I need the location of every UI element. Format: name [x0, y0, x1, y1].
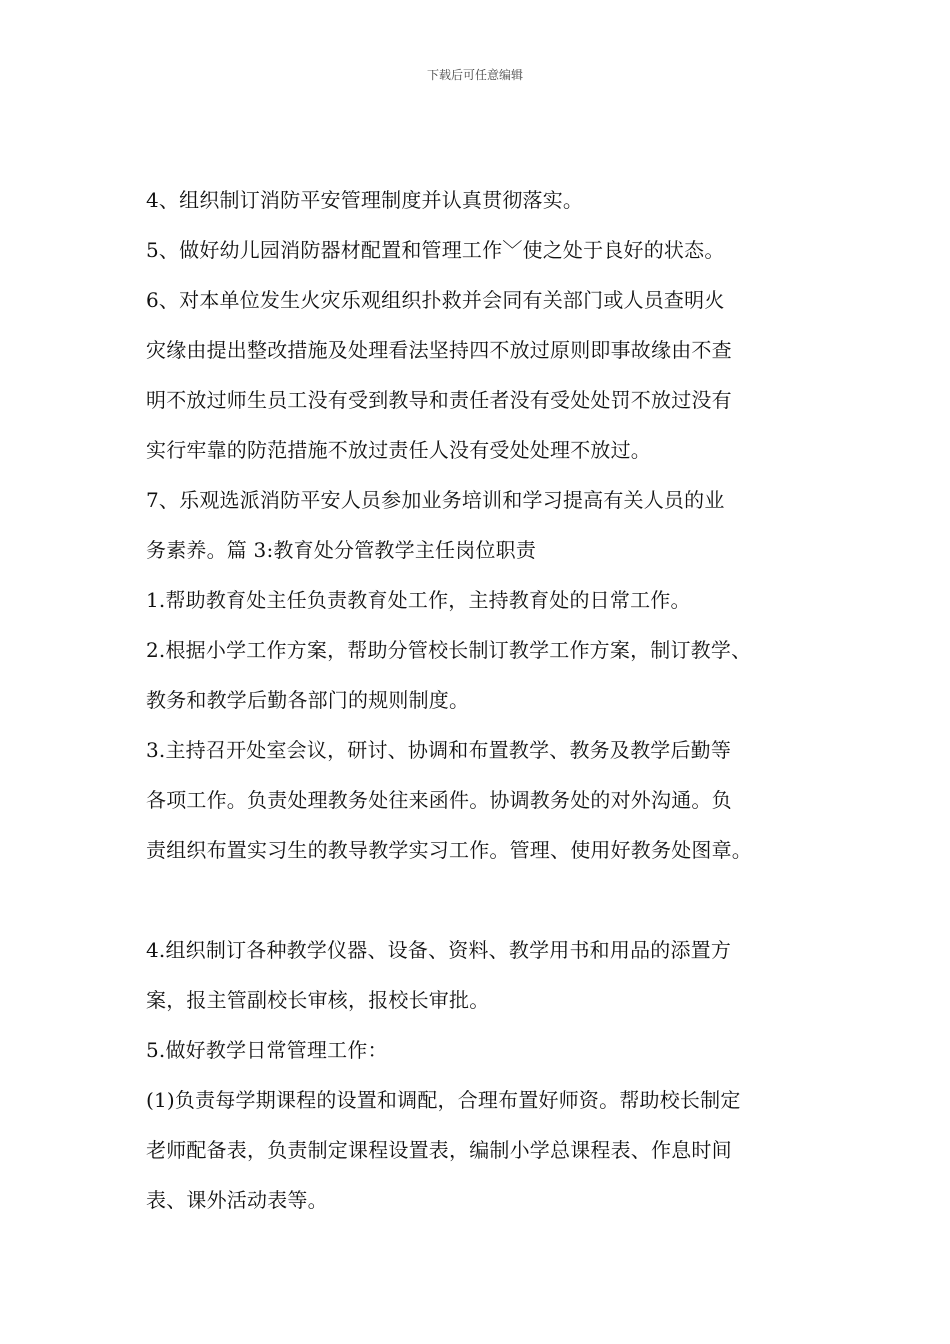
paragraph-line: (1)负责每学期课程的设置和调配，合理布置好师资。帮助校长制定: [146, 1088, 741, 1112]
paragraph-line: 6、对本单位发生火灾乐观组织扑救并会同有关部门或人员查明火: [146, 288, 725, 312]
paragraph-line: 务素养。篇 3:教育处分管教学主任岗位职责: [146, 538, 537, 562]
paragraph-line: 2.根据小学工作方案，帮助分管校长制订教学工作方案，制订教学、: [146, 638, 752, 662]
paragraph-line: 灾缘由提出整改措施及处理看法坚持四不放过原则即事故缘由不查: [146, 338, 732, 362]
paragraph-line: 7、乐观选派消防平安人员参加业务培训和学习提高有关人员的业: [146, 488, 725, 512]
paragraph-line: 责组织布置实习生的教导教学实习工作。管理、使用好教务处图章。: [146, 838, 752, 862]
paragraph-line: 教务和教学后勤各部门的规则制度。: [146, 688, 470, 712]
paragraph-line: 老师配备表，负责制定课程设置表，编制小学总课程表、作息时间: [146, 1138, 732, 1162]
paragraph-line: 5.做好教学日常管理工作：: [146, 1038, 388, 1062]
paragraph-line: 4、组织制订消防平安管理制度并认真贯彻落实。: [146, 188, 584, 212]
page-header: 下载后可任意编辑: [426, 68, 523, 82]
paragraph-line: 1.帮助教育处主任负责教育处工作，主持教育处的日常工作。: [146, 588, 691, 612]
paragraph-line: 表、课外活动表等。: [146, 1188, 328, 1212]
paragraph-line: 明不放过师生员工没有受到教导和责任者没有受处处罚不放过没有: [146, 388, 732, 412]
paragraph-line: 各项工作。负责处理教务处往来函件。协调教务处的对外沟通。负: [146, 788, 732, 812]
paragraph-line: 实行牢靠的防范措施不放过责任人没有受处处理不放过。: [146, 438, 651, 462]
paragraph-line: 5、做好幼儿园消防器材配置和管理工作﹀使之处于良好的状态。: [146, 238, 725, 262]
paragraph-line: 3.主持召开处室会议，研讨、协调和布置教学、教务及教学后勤等: [146, 738, 732, 762]
paragraph-line: 4.组织制订各种教学仪器、设备、资料、教学用书和用品的添置方: [146, 938, 732, 962]
paragraph-line: 案，报主管副校长审核，报校长审批。: [146, 988, 490, 1012]
